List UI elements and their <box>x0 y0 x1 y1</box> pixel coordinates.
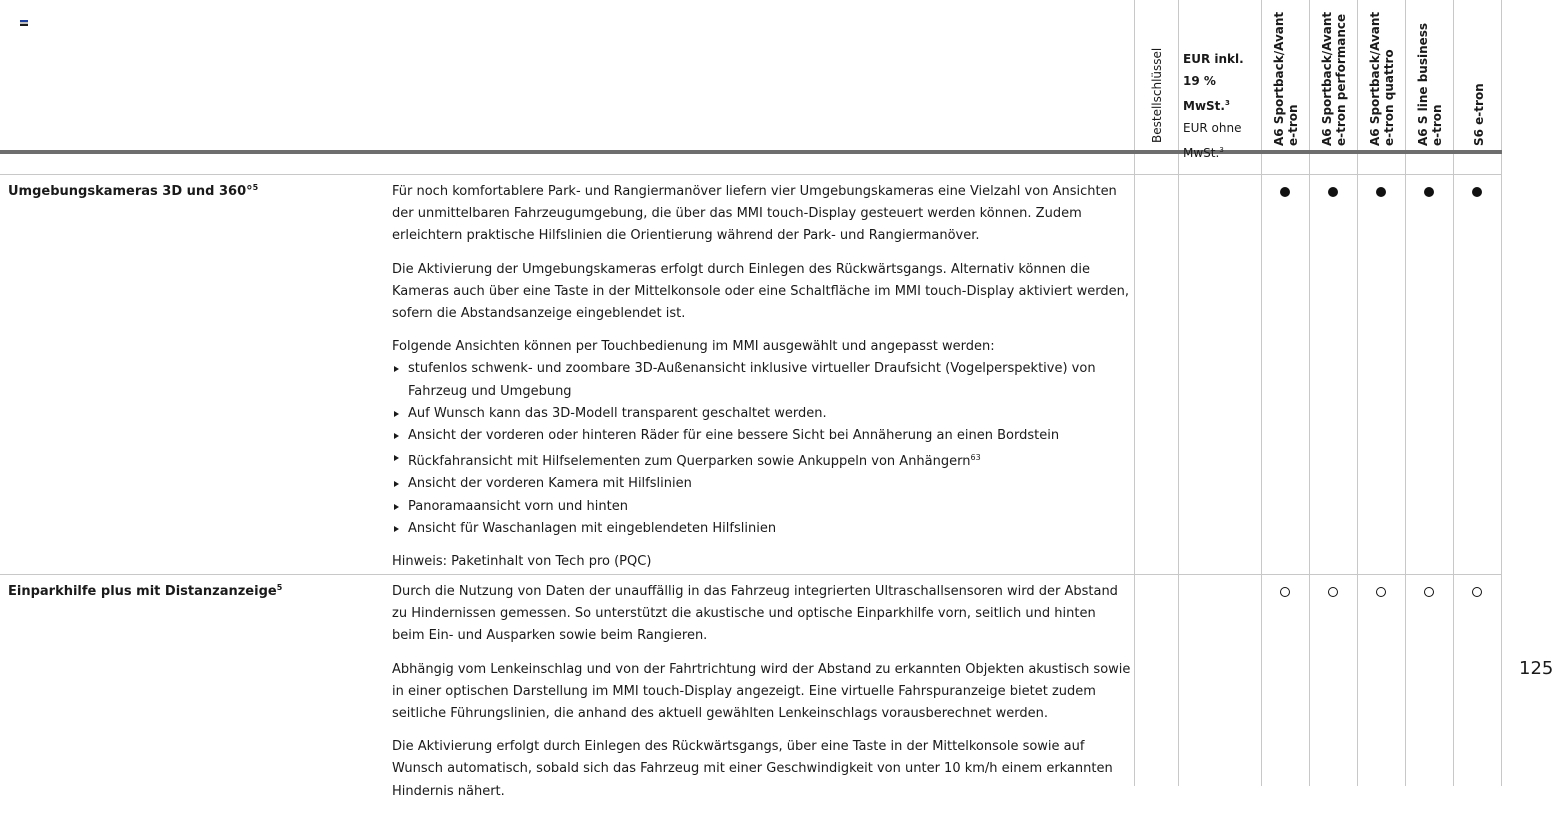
feature-description <box>392 181 1132 584</box>
model-name-line1: A6 S line business <box>1416 22 1430 146</box>
list-item: stufenlos schwenk- und zoombare 3D-Außenansicht inklusive virtueller Draufsicht (Vogelperspektive) von Fahrzeug und Umgebung <box>392 358 1132 402</box>
header-order-code <box>1136 0 1178 150</box>
model-name-line2: e-tron performance <box>1334 13 1348 146</box>
availability-mark <box>1280 587 1290 597</box>
list-item: Ansicht der vorderen oder hinteren Räder für eine bessere Sicht bei Annäherung an einen Bordstein <box>392 425 1132 447</box>
grid-line <box>1178 0 1179 786</box>
price-net-footnote: 3 <box>1219 146 1224 154</box>
grid-line <box>1309 0 1310 786</box>
model-name-line2: e-tron <box>1430 104 1444 146</box>
grid-line <box>1134 0 1135 786</box>
price-gross-vat: 19 % MwSt. <box>1183 74 1225 113</box>
package-note: Hinweis: Paketinhalt von Tech pro (PQC) <box>392 554 652 570</box>
availability-mark <box>1472 187 1482 197</box>
list-item: Rückfahransicht mit Hilfselementen zum Querparken sowie Ankuppeln von Anhängern$^{63}$ <box>392 447 1132 473</box>
row-divider <box>0 174 1502 175</box>
availability-mark <box>1328 587 1338 597</box>
description-paragraph: Die Aktivierung erfolgt durch Einlegen des Rückwärtsgangs, über eine Taste in der Mittelkonsole sowie auf Wunsch automatisch, sobald sich das Fahrzeug mit einer Geschwindigkeit von unter 10 km/h einem erkannten Hindernis nähert. <box>392 739 1113 799</box>
footnote-ref: 5 <box>276 583 283 592</box>
header-divider <box>0 150 1502 154</box>
description-paragraph: Abhängig vom Lenkeinschlag und von der Fahrtrichtung wird der Abstand zu erkannten Objekten akustisch sowie in einer optischen Darstellung im MMI touch-Display angezeigt. Eine virtuelle Fahrspuranzeige bietet zudem seitliche Führungslinien, die anhand des aktuell gewählten Lenkeinschlags vorausberechnet werden. <box>392 661 1131 722</box>
availability-mark <box>1424 587 1434 597</box>
model-header <box>1458 0 1500 150</box>
description-paragraph: Durch die Nutzung von Daten der unauffällig in das Fahrzeug integrierten Ultraschallsensoren wird der Abstand zu Hindernissen gemessen. So unterstützt die akustische und optische Einparkhilfe vorn, seitlich und hinten beim Ein- und Ausparken sowie beim Rangieren. <box>392 584 1118 644</box>
price-gross-label: EUR inkl. <box>1183 52 1244 66</box>
language-flag-icon[interactable] <box>20 20 28 26</box>
model-name-line2: e-tron quattro <box>1382 49 1396 146</box>
list-item: Ansicht für Waschanlagen mit eingeblendeten Hilfslinien <box>392 518 1132 540</box>
model-header <box>1314 0 1356 150</box>
model-header <box>1410 0 1452 150</box>
description-paragraph: Für noch komfortablere Park- und Rangiermanöver liefern vier Umgebungskameras eine Vielzahl von Ansichten der unmittelbaren Fahrzeugumgebung, die über das MMI touch-Display gesteuert werden können. Zudem erleichtern praktische Hilfslinien die Orientierung während der Park- und Rangiermanöver. <box>392 184 1117 244</box>
availability-mark <box>1328 187 1338 197</box>
grid-line <box>1501 0 1502 786</box>
model-name-line1: A6 Sportback/Avant <box>1320 11 1334 146</box>
list-item: Auf Wunsch kann das 3D-Modell transparent geschaltet werden. <box>392 403 1132 425</box>
model-name-line1: S6 e-tron <box>1472 83 1486 146</box>
grid-line <box>1453 0 1454 786</box>
footnote-ref: 63 <box>970 453 981 463</box>
availability-mark <box>1424 187 1434 197</box>
model-name-line1: A6 Sportback/Avant <box>1272 11 1286 146</box>
price-net-vat: MwSt. <box>1183 146 1220 160</box>
availability-mark <box>1472 587 1482 597</box>
view-list <box>392 358 1132 540</box>
feature-name: Einparkhilfe plus mit Distanzanzeige$^5$ <box>8 583 283 599</box>
description-paragraph: Die Aktivierung der Umgebungskameras erfolgt durch Einlegen des Rückwärtsgangs. Alternativ können die Kameras auch über eine Taste in der Mittelkonsole oder eine Schaltfläche im MMI touch-Display aktiviert werden, sofern die Abstandsanzeige eingeblendet ist. <box>392 261 1129 322</box>
feature-description <box>392 581 1132 814</box>
model-name-line2: e-tron <box>1286 104 1300 146</box>
list-item: Panoramaansicht vorn und hinten <box>392 496 1132 518</box>
grid-line <box>1405 0 1406 786</box>
page-number: 125 <box>1519 658 1553 679</box>
list-item: Ansicht der vorderen Kamera mit Hilfslinien <box>392 473 1132 495</box>
footnote-ref: 5 <box>252 183 259 192</box>
model-header <box>1362 0 1404 150</box>
grid-line <box>1261 0 1262 786</box>
model-name-line1: A6 Sportback/Avant <box>1368 11 1382 146</box>
availability-mark <box>1376 587 1386 597</box>
price-gross-footnote: 3 <box>1224 99 1230 107</box>
order-code-label: Bestellschlüssel <box>1150 47 1164 143</box>
price-net-label: EUR ohne <box>1183 121 1242 135</box>
list-intro: Folgende Ansichten können per Touchbedienung im MMI ausgewählt und angepasst werden: <box>392 339 995 355</box>
grid-line <box>1357 0 1358 786</box>
model-header <box>1266 0 1308 150</box>
header-price <box>1183 48 1261 164</box>
availability-mark <box>1280 187 1290 197</box>
feature-name: Umgebungskameras 3D und 360°$^5$ <box>8 183 259 199</box>
availability-mark <box>1376 187 1386 197</box>
